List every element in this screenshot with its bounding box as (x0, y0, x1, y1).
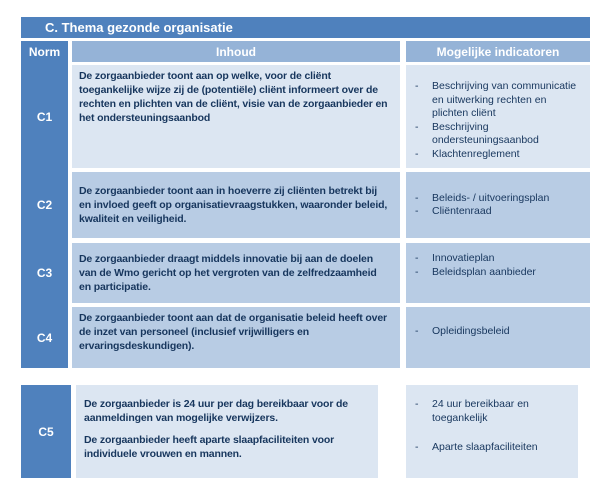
row-c1-indicators-cell (406, 65, 590, 168)
indicator-text: 24 uur bereikbaar en toegankelijk (432, 398, 529, 424)
table-title: C. Thema gezonde organisatie (45, 20, 233, 35)
dash-bullet: - (415, 265, 419, 278)
row-c3-indicators-cell (406, 243, 590, 303)
column-header-indicatoren: Mogelijke indicatoren (406, 41, 590, 62)
dash-bullet: - (415, 80, 419, 92)
row-c3-content-text: De zorgaanbieder draagt middels innovatie bij aan de doelen van de Wmo gericht op het vergroten van de zelfredzaamheid en participatie. (79, 253, 377, 293)
indicator-item (406, 205, 590, 219)
row-c2-content-text: De zorgaanbieder toont aan in hoeverre zij cliënten betrekt bij en invloed geeft op organisatievraagstukken, waaronder beleid, kwaliteit en veiligheid. (79, 185, 388, 225)
indicator-text: Beleidsplan aanbieder (432, 265, 536, 278)
indicator-text: Klachtenreglement (432, 147, 520, 160)
indicator-item (406, 148, 590, 162)
indicator-text: Innovatieplan (432, 252, 495, 264)
row-c5-indicators-cell (406, 385, 578, 478)
row-c5-content-cell (76, 385, 378, 478)
indicator-item (406, 121, 590, 148)
norm-label-c4: C4 (36, 330, 53, 345)
norm-label-c3: C3 (36, 266, 53, 280)
column-header-norm: Norm (28, 44, 61, 59)
row-c4-content-text: De zorgaanbieder toont aan dat de organisatie beleid heeft over de inzet van personeel (inclusief vrijwilligers en ervaringsdeskundigen). (79, 312, 387, 352)
indicator-item (406, 441, 578, 455)
indicator-text: Cliëntenraad (432, 205, 492, 217)
indicator-item (406, 252, 590, 266)
indicator-item (406, 325, 590, 339)
norm-label-c1: C1 (36, 109, 53, 124)
dash-bullet: - (415, 325, 419, 337)
norm-column (21, 41, 68, 368)
row-c5-paragraph-1: De zorgaanbieder is 24 uur per dag bereikbaar voor de aanmeldingen van mogelijke verwijzers. (84, 398, 348, 424)
indicator-text: Beschrijving van communicatie en uitwerking rechten en plichten cliënt (432, 80, 577, 119)
norm-label-c5: C5 (21, 385, 71, 478)
dash-bullet: - (415, 191, 419, 204)
indicator-item (406, 266, 590, 280)
indicator-text: Opleidingsbeleid (432, 325, 510, 337)
table-title-bar (21, 17, 590, 38)
dash-bullet: - (415, 398, 419, 410)
row-c2-content-cell (72, 172, 400, 238)
dash-bullet: - (415, 147, 419, 160)
row-c3-content-cell (72, 243, 400, 303)
dash-bullet: - (415, 441, 419, 453)
row-c1-content-text: De zorgaanbieder toont aan op welke, voor de cliënt toegankelijke wijze zij de (potentiële) cliënt informeert over de rechten en plichten van de cliënt, visie van de zorgaanbieder en het ondersteuningsaanbod (79, 70, 388, 124)
indicator-text: Aparte slaapfaciliteiten (432, 441, 538, 453)
row-c5-paragraph-2: De zorgaanbieder heeft aparte slaapfaciliteiten voor individuele vrouwen en mannen. (84, 434, 335, 460)
dash-bullet: - (415, 120, 419, 133)
indicator-item (406, 80, 590, 121)
indicator-item (406, 192, 590, 206)
row-c4-indicators-cell (406, 307, 590, 368)
indicator-item (406, 398, 578, 425)
row-c2-indicators-cell (406, 172, 590, 238)
indicator-text: Beschrijving ondersteuningsaanbod (432, 120, 539, 146)
norm-label-c2: C2 (36, 198, 53, 212)
dash-bullet: - (415, 252, 419, 264)
dash-bullet: - (415, 205, 419, 217)
indicator-text: Beleids- / uitvoeringsplan (432, 191, 550, 204)
column-header-inhoud: Inhoud (72, 41, 400, 62)
row-c1-content-cell (72, 65, 400, 168)
row-c4-content-cell (72, 307, 400, 368)
